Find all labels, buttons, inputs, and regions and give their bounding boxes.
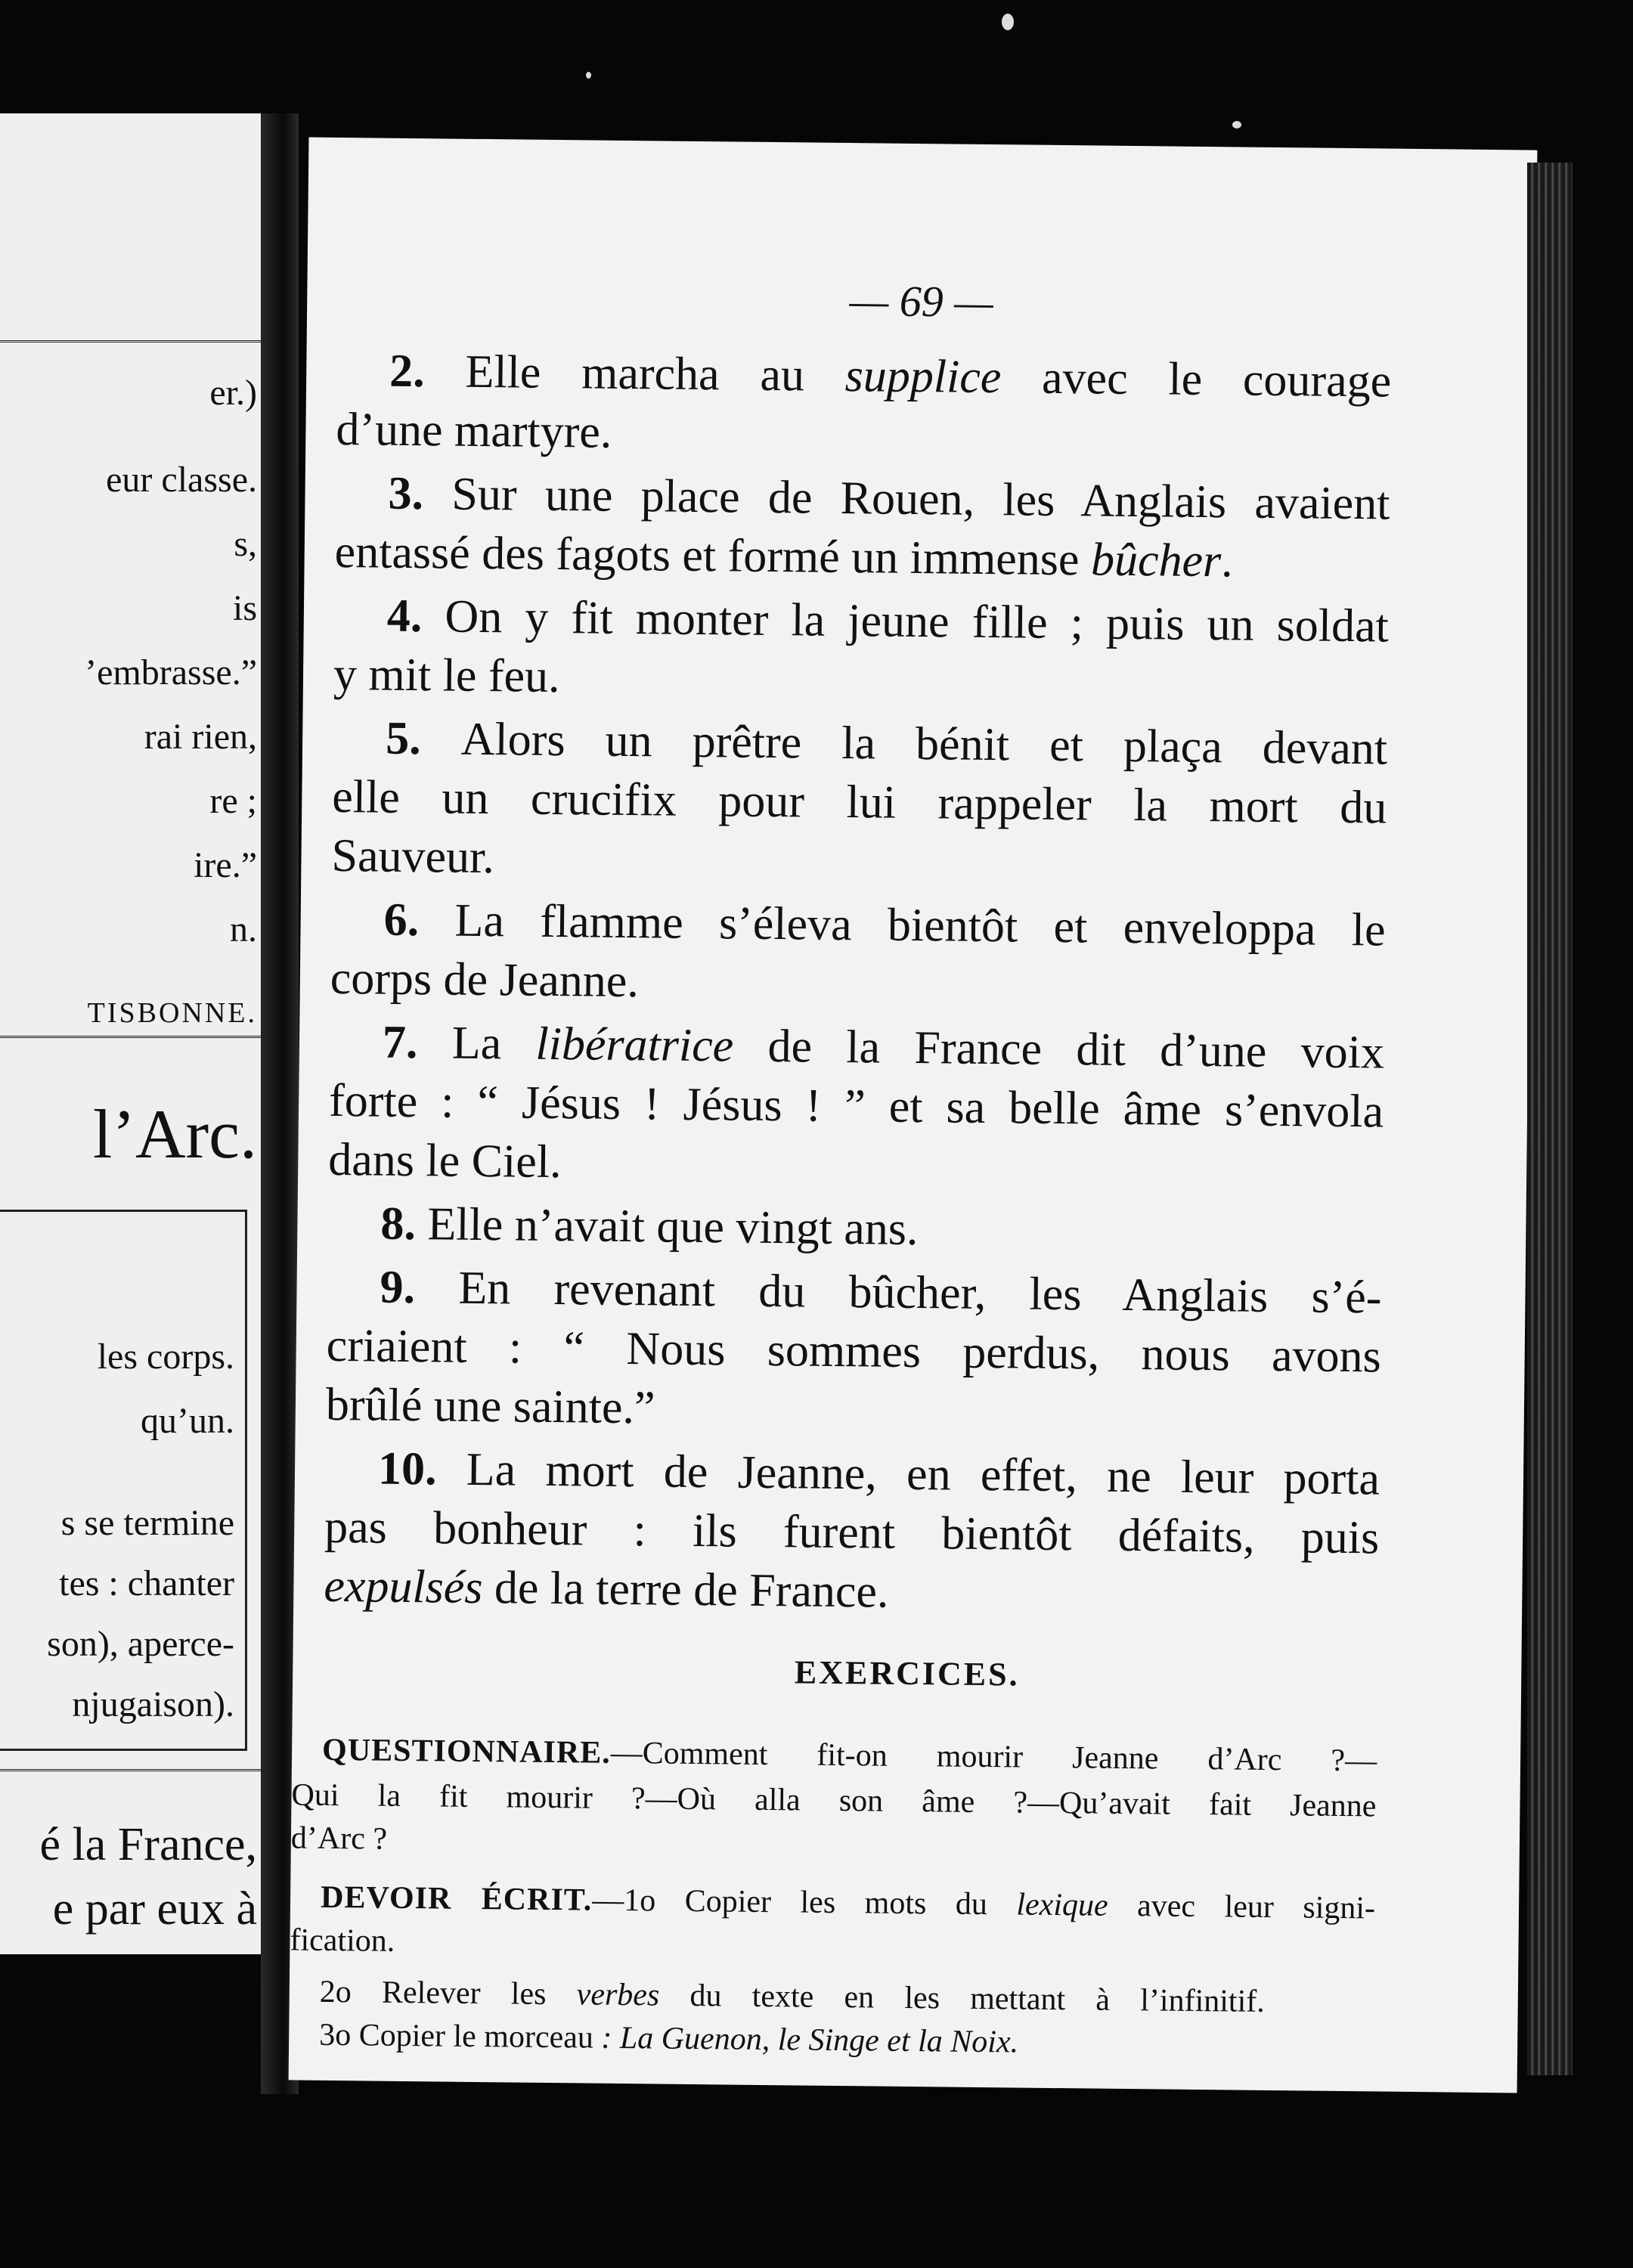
devoir-item	[319, 2014, 1018, 2064]
paragraph-line	[330, 950, 1385, 1018]
left-page-box	[0, 1210, 247, 1751]
page-number: — 69 —	[849, 276, 994, 327]
paragraph-line	[332, 768, 1387, 837]
paragraph-line	[328, 1131, 1384, 1200]
paragraph-number: 2.	[389, 345, 466, 398]
text-run: entassé des fagots et formé un immense	[334, 525, 1092, 586]
text-run: du texte en les mettant à l’infinitif.	[659, 1978, 1265, 2019]
paragraph-first-line	[383, 1014, 1385, 1082]
questionnaire-text: —Comment fit-on mourir Jeanne d’Arc ?—	[610, 1735, 1377, 1779]
text-run: brûlé une sainte.”	[325, 1378, 655, 1434]
left-page-line: eur classe.	[106, 460, 257, 500]
questionnaire-label: QUESTIONNAIRE.	[321, 1732, 611, 1771]
italic-term: supplice	[844, 350, 1002, 404]
left-page-line: son), aperce-	[47, 1624, 234, 1664]
text-run: La	[451, 1017, 536, 1070]
right-page	[289, 138, 1538, 2093]
left-page-line: njugaison).	[72, 1684, 234, 1724]
text-run	[535, 1018, 733, 1072]
paragraph-line	[336, 401, 1391, 469]
italic-term: : La Guenon, le Singe et la Noix.	[601, 2020, 1019, 2060]
italic-term: verbes	[576, 1977, 660, 2013]
italic-term: bûcher	[1090, 534, 1222, 587]
paragraph-number: 6.	[383, 894, 455, 947]
text-run	[1091, 534, 1222, 587]
paragraph-number: 8.	[380, 1198, 428, 1250]
paragraph-first-line	[386, 710, 1388, 778]
paragraph-line	[334, 523, 1390, 592]
text-run: 2o Relever les	[319, 1974, 577, 2012]
left-page-line: n.	[230, 909, 257, 950]
paragraph-number: 3.	[388, 467, 452, 520]
left-page-line: é la France,	[39, 1819, 257, 1870]
left-page-line: TISBONNE.	[87, 997, 257, 1029]
page-edge	[1527, 163, 1573, 2075]
text-run	[324, 1560, 483, 1613]
paragraph-line	[333, 646, 1389, 714]
devoir-line: fication.	[290, 1923, 395, 1959]
paragraph-line	[324, 1557, 1379, 1626]
paragraph-line	[331, 827, 1387, 896]
left-page-line: ire.”	[194, 845, 257, 885]
text-run: On y fit monter la jeune fille ; puis un soldat	[445, 590, 1390, 652]
left-page-fragment	[0, 113, 262, 1954]
paragraph-number: 5.	[385, 712, 462, 765]
text-run: elle un crucifix pour lui rappeler la mort du	[332, 770, 1387, 834]
left-page-line: is	[232, 588, 257, 628]
text-run: .	[1220, 535, 1234, 587]
devoir-label: DEVOIR ÉCRIT.	[320, 1879, 593, 1918]
devoir-line	[321, 1876, 1376, 1930]
paragraph-first-line	[388, 465, 1390, 533]
text-run: corps de Jeanne.	[330, 952, 640, 1008]
left-page-line: s se termine	[60, 1503, 234, 1543]
questionnaire-line	[322, 1729, 1377, 1783]
text-run: de la terre de France.	[482, 1562, 889, 1618]
paragraph-number: 9.	[380, 1261, 459, 1314]
text-run: avec leur signi-	[1108, 1888, 1376, 1926]
text-run: pas bonheur : ils furent bientôt défaits, puis	[324, 1501, 1380, 1564]
dust-speck	[586, 72, 591, 79]
text-run: Elle marcha au	[465, 345, 846, 402]
left-page-title: l’Arc.	[92, 1095, 257, 1173]
text-run	[601, 2021, 1018, 2060]
italic-term: expulsés	[324, 1560, 483, 1614]
paragraph-line	[329, 1072, 1384, 1141]
double-rule	[0, 340, 261, 346]
left-page-line: rai rien,	[144, 717, 257, 757]
dust-speck	[1232, 121, 1241, 129]
left-page-line: qu’un.	[141, 1401, 234, 1441]
text-run: Alors un prêtre la bénit et plaça devant	[460, 713, 1388, 775]
text-run: d’une martyre.	[336, 403, 612, 458]
left-page-line: ’embrasse.”	[85, 652, 257, 692]
left-page-line: s,	[234, 524, 257, 564]
text-run: forte : “ Jésus ! Jésus ! ” et sa belle âme s’envola	[328, 1074, 1384, 1138]
paragraph-first-line	[383, 891, 1386, 959]
paragraph-line	[326, 1376, 1381, 1445]
text-run: La flamme s’éleva bientôt et enveloppa le	[454, 894, 1386, 956]
text-run: y mit le feu.	[333, 648, 560, 703]
text-run: 3o Copier le morceau	[318, 2017, 602, 2056]
paragraph-line	[324, 1498, 1380, 1567]
left-page-line: les corps.	[97, 1337, 234, 1377]
paragraph-first-line	[389, 342, 1392, 411]
double-rule	[0, 1769, 261, 1775]
paragraph-first-line	[380, 1195, 1383, 1263]
text-run: avec le courage	[1000, 352, 1392, 407]
text-run	[576, 1977, 659, 2012]
text-run: Sauveur.	[331, 829, 495, 884]
paragraph-line	[326, 1317, 1381, 1386]
text-run	[844, 350, 1001, 403]
italic-term: libératrice	[535, 1018, 734, 1072]
double-rule	[0, 1036, 261, 1042]
exercises-heading: EXERCICES.	[794, 1653, 1020, 1693]
text-run: Elle n’avait que vingt ans.	[427, 1198, 919, 1256]
text-run	[1016, 1887, 1108, 1923]
text-run: La mort de Jeanne, en effet, ne leur porta	[466, 1443, 1380, 1505]
text-run: criaient : “ Nous sommes perdus, nous avons	[326, 1319, 1382, 1383]
paragraph-first-line	[380, 1259, 1382, 1327]
paragraph-number: 10.	[377, 1442, 467, 1495]
paragraph-first-line	[378, 1440, 1380, 1508]
text-run: —1o Copier les mots du	[591, 1882, 1017, 1923]
text-run: Sur une place de Rouen, les Anglais avaient	[451, 468, 1390, 530]
text-run: En revenant du bûcher, les Anglais s’é-	[458, 1262, 1382, 1324]
text-run: de la France dit d’une voix	[733, 1020, 1385, 1079]
left-page-line: re ;	[209, 781, 257, 821]
left-page-line: e par eux à	[52, 1883, 257, 1935]
text-run: dans le Ciel.	[327, 1133, 562, 1188]
questionnaire-line: Qui la fit mourir ?—Où alla son âme ?—Qu’avait fait Jeanne	[291, 1777, 1377, 1824]
left-page-line: tes : chanter	[59, 1563, 234, 1603]
paragraph-number: 4.	[386, 590, 445, 643]
dust-speck	[1002, 14, 1014, 30]
paragraph-number: 7.	[382, 1016, 453, 1069]
left-page-line: er.)	[209, 373, 257, 413]
questionnaire-line: d’Arc ?	[290, 1820, 388, 1857]
italic-term: lexique	[1016, 1887, 1108, 1923]
paragraph-first-line	[386, 587, 1389, 655]
